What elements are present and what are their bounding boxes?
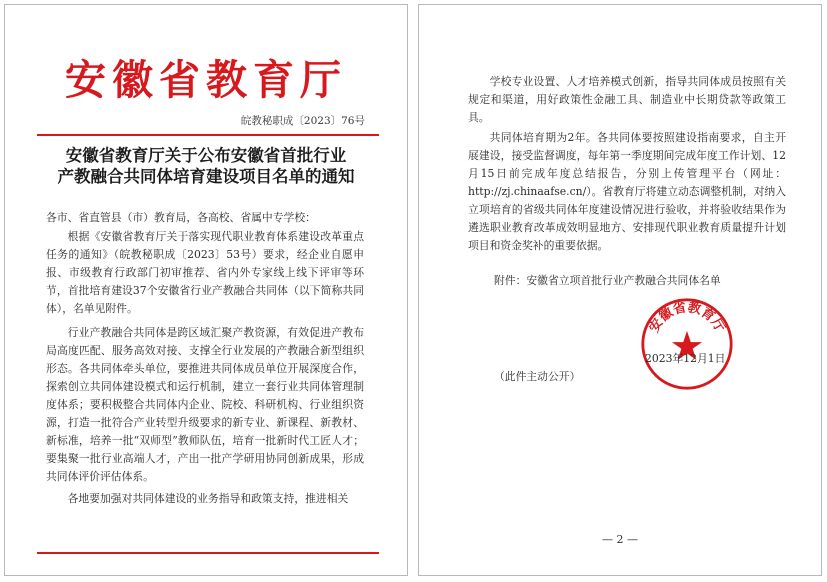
body-paragraph-continued: 学校专业设置、人才培养模式创新，指导共同体成员按照有关规定和渠道，用好政策性金融工具、制造业中长期贷款等政策工具。 bbox=[468, 75, 786, 124]
notice-title-line-2: 产教融合共同体培育建设项目名单的通知 bbox=[57, 167, 355, 186]
masthead-title: 安徽省教育厅 bbox=[65, 56, 347, 104]
red-divider-line bbox=[37, 134, 379, 136]
page-number: — 2 — bbox=[602, 533, 638, 546]
svg-text:安徽省教育厅 bbox=[645, 298, 728, 335]
seal-text: 安徽省教育厅 bbox=[646, 300, 728, 336]
issue-date: 2023年12月1日 bbox=[645, 352, 726, 365]
page-2 bbox=[418, 4, 822, 576]
attachment-line: 附件：安徽省立项首批行业产教融合共同体名单 bbox=[494, 274, 721, 287]
body-paragraph-cultivation: 共同体培育期为2年。各共同体要按照建设指南要求，自主开展建设，接受监督调度，每年第一季度期间完成年度工作计划、12月15日前完成年度总结报告，分别上传管理平台（网址：http://zj.chinaafse.cn/）。省教育厅将建立动态调整机制，对纳入立项培育的省级共同体年度建设情况进行验收，并将验收结果作为遴选职业教育改革成效明显地方、安排现代职业教育质量提升计划项目和资金奖补的重要依据。 bbox=[468, 131, 786, 252]
page-1 bbox=[4, 4, 408, 576]
bottom-red-line bbox=[37, 552, 379, 554]
official-seal-icon bbox=[640, 297, 734, 391]
notice-title-line-1: 安徽省教育厅关于公布安徽省首批行业 bbox=[65, 146, 347, 165]
document-number: 皖教秘职成〔2023〕76号 bbox=[240, 115, 365, 127]
disclosure-note: （此件主动公开） bbox=[494, 370, 581, 383]
body-paragraph-1: 根据《安徽省教育厅关于落实现代职业教育体系建设改革重点任务的通知》（皖教秘职成〔2023〕53号）要求，经企业自愿申报、市级教育行政部门初审推荐、省内外专家线上线下评审等环节，首批培育建设37个安徽省行业产教融合共同体（以下简称共同体），名单见附件。 bbox=[46, 230, 364, 315]
salutation: 各市、省直管县（市）教育局，各高校、省属中专学校： bbox=[46, 211, 316, 224]
body-paragraph-3: 各地要加强对共同体建设的业务指导和政策支持，推进相关 bbox=[67, 492, 349, 505]
body-paragraph-2: 行业产教融合共同体是跨区域汇聚产教资源，有效促进产教布局高度匹配、服务高效对接、支撑全行业发展的产教融合新型组织形态。各共同体牵头单位，要推进共同体成员单位开展深度合作，探索创立共同体建设模式和运行机制，建立一套行业共同体管理制度体系；要积极整合共同体内企业、院校、科研机构、行业组织资源，打造一批符合产业转型升级要求的新专业、新课程、新教材、新标准，培养一批“双师型”教师队伍，培育一批新时代工匠人才；要集聚一批行业高端人才，产出一批产学研用协同创新成果，形成共同体评价评估体系。 bbox=[46, 326, 364, 483]
notice-title bbox=[5, 145, 407, 187]
